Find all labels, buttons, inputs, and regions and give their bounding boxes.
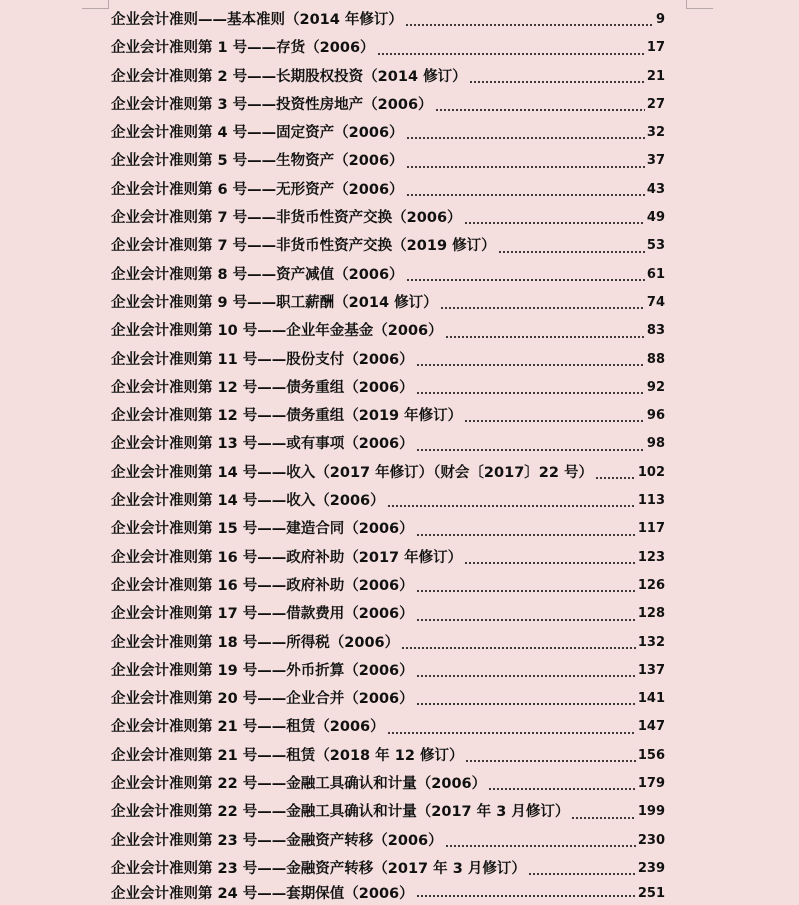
toc-entry-page-number: 147 bbox=[637, 719, 665, 735]
toc-entry[interactable] bbox=[111, 883, 665, 905]
toc-entry[interactable] bbox=[111, 261, 665, 289]
toc-entry[interactable] bbox=[111, 629, 665, 657]
toc-dot-leader bbox=[416, 619, 636, 621]
toc-entry-page-number: 102 bbox=[637, 464, 665, 480]
toc-entry[interactable] bbox=[111, 34, 665, 62]
toc-entry-page-number: 88 bbox=[646, 351, 665, 367]
toc-entry-page-number: 199 bbox=[637, 804, 665, 820]
toc-entry-page-number: 179 bbox=[637, 776, 665, 792]
toc-entry[interactable] bbox=[111, 346, 665, 374]
toc-entry-title: 企业会计准则第 5 号——生物资产（2006） bbox=[111, 153, 404, 170]
toc-dot-leader bbox=[488, 788, 636, 790]
toc-entry[interactable] bbox=[111, 6, 665, 34]
toc-entry-title: 企业会计准则第 21 号——租赁（2018 年 12 修订） bbox=[111, 747, 464, 764]
toc-entry-title: 企业会计准则第 16 号——政府补助（2017 年修订） bbox=[111, 549, 463, 566]
toc-entry-page-number: 141 bbox=[637, 691, 665, 707]
toc-entry-title: 企业会计准则第 2 号——长期股权投资（2014 修订） bbox=[111, 68, 467, 85]
toc-entry-page-number: 61 bbox=[646, 266, 665, 282]
toc-entry-page-number: 117 bbox=[637, 521, 665, 537]
toc-entry[interactable] bbox=[111, 487, 665, 515]
toc-entry[interactable] bbox=[111, 855, 665, 883]
toc-entry-title: 企业会计准则第 6 号——无形资产（2006） bbox=[111, 181, 404, 198]
toc-entry[interactable] bbox=[111, 798, 665, 826]
toc-dot-leader bbox=[416, 449, 645, 451]
toc-entry-title: 企业会计准则第 13 号——或有事项（2006） bbox=[111, 436, 414, 453]
toc-entry[interactable] bbox=[111, 742, 665, 770]
toc-entry-page-number: 43 bbox=[646, 181, 665, 197]
toc-dot-leader bbox=[406, 279, 645, 281]
toc-entry[interactable] bbox=[111, 147, 665, 175]
toc-dot-leader bbox=[416, 703, 636, 705]
toc-dot-leader bbox=[465, 760, 635, 762]
toc-entry-title: 企业会计准则第 24 号——套期保值（2006） bbox=[111, 886, 414, 903]
toc-entry-title: 企业会计准则第 11 号——股份支付（2006） bbox=[111, 351, 414, 368]
toc-entry[interactable] bbox=[111, 402, 665, 430]
toc-entry-page-number: 53 bbox=[646, 238, 665, 254]
toc-entry[interactable] bbox=[111, 827, 665, 855]
toc-entry-page-number: 92 bbox=[646, 379, 665, 395]
toc-dot-leader bbox=[416, 675, 636, 677]
toc-dot-leader bbox=[571, 817, 635, 819]
toc-dot-leader bbox=[595, 477, 636, 479]
toc-entry-page-number: 113 bbox=[637, 493, 665, 509]
toc-dot-leader bbox=[387, 732, 636, 734]
toc-dot-leader bbox=[401, 647, 636, 649]
toc-dot-leader bbox=[464, 222, 645, 224]
toc-entry[interactable] bbox=[111, 232, 665, 260]
toc-entry[interactable] bbox=[111, 657, 665, 685]
toc-entry-page-number: 98 bbox=[646, 436, 665, 452]
toc-entry-page-number: 21 bbox=[646, 68, 665, 84]
toc-dot-leader bbox=[406, 137, 645, 139]
toc-entry[interactable] bbox=[111, 119, 665, 147]
toc-dot-leader bbox=[464, 562, 636, 564]
toc-entry[interactable] bbox=[111, 459, 665, 487]
toc-dot-leader bbox=[416, 392, 645, 394]
toc-entry-page-number: 230 bbox=[637, 832, 665, 848]
toc-entry-page-number: 17 bbox=[646, 40, 665, 56]
toc-entry-page-number: 49 bbox=[646, 210, 665, 226]
toc-entry-title: 企业会计准则第 9 号——职工薪酬（2014 修订） bbox=[111, 294, 438, 311]
toc-entry-title: 企业会计准则第 15 号——建造合同（2006） bbox=[111, 521, 414, 538]
toc-entry-title: 企业会计准则——基本准则（2014 年修订） bbox=[111, 12, 403, 28]
toc-dot-leader bbox=[405, 24, 654, 26]
toc-entry-title: 企业会计准则第 3 号——投资性房地产（2006） bbox=[111, 96, 433, 113]
toc-entry[interactable] bbox=[111, 685, 665, 713]
toc-entry-page-number: 27 bbox=[646, 96, 665, 112]
toc-dot-leader bbox=[445, 336, 645, 338]
toc-entry-title: 企业会计准则第 23 号——金融资产转移（2017 年 3 月修订） bbox=[111, 860, 526, 877]
toc-entry-title: 企业会计准则第 10 号——企业年金基金（2006） bbox=[111, 323, 443, 340]
toc-dot-leader bbox=[528, 873, 636, 875]
toc-entry-title: 企业会计准则第 8 号——资产减值（2006） bbox=[111, 266, 404, 283]
toc-entry[interactable] bbox=[111, 204, 665, 232]
toc-dot-leader bbox=[498, 251, 645, 253]
toc-entry[interactable] bbox=[111, 430, 665, 458]
toc-entry-page-number: 132 bbox=[637, 634, 665, 650]
toc-entry[interactable] bbox=[111, 176, 665, 204]
toc-entry-title: 企业会计准则第 22 号——金融工具确认和计量（2017 年 3 月修订） bbox=[111, 804, 570, 821]
toc-entry-page-number: 9 bbox=[655, 12, 665, 27]
toc-dot-leader bbox=[416, 534, 636, 536]
toc-dot-leader bbox=[416, 364, 645, 366]
toc-entry-title: 企业会计准则第 23 号——金融资产转移（2006） bbox=[111, 832, 443, 849]
toc-entry-title: 企业会计准则第 14 号——收入（2017 年修订）（财会〔2017〕22 号） bbox=[111, 464, 594, 481]
toc-entry[interactable] bbox=[111, 515, 665, 543]
toc-entry-page-number: 32 bbox=[646, 125, 665, 141]
toc-entry-page-number: 251 bbox=[637, 886, 665, 902]
toc-dot-leader bbox=[387, 505, 636, 507]
toc-dot-leader bbox=[445, 845, 636, 847]
toc-dot-leader bbox=[440, 307, 645, 309]
toc-dot-leader bbox=[464, 420, 645, 422]
toc-entry[interactable] bbox=[111, 289, 665, 317]
toc-entry-page-number: 96 bbox=[646, 408, 665, 424]
toc-entry-title: 企业会计准则第 16 号——政府补助（2006） bbox=[111, 577, 414, 594]
toc-entry-page-number: 74 bbox=[646, 294, 665, 310]
toc-dot-leader bbox=[416, 590, 636, 592]
toc-entry-page-number: 83 bbox=[646, 323, 665, 339]
toc-entry-page-number: 128 bbox=[637, 606, 665, 622]
toc-entry-page-number: 156 bbox=[637, 747, 665, 763]
toc-entry-title: 企业会计准则第 14 号——收入（2006） bbox=[111, 493, 385, 510]
toc-entry-title: 企业会计准则第 4 号——固定资产（2006） bbox=[111, 125, 404, 142]
toc-entry-page-number: 123 bbox=[637, 549, 665, 565]
page-corner-mark-right bbox=[686, 0, 713, 9]
toc-dot-leader bbox=[406, 194, 645, 196]
toc-entry-title: 企业会计准则第 12 号——债务重组（2006） bbox=[111, 379, 414, 396]
toc-entry-page-number: 126 bbox=[637, 577, 665, 593]
toc-entry-title: 企业会计准则第 22 号——金融工具确认和计量（2006） bbox=[111, 776, 487, 793]
toc-dot-leader bbox=[469, 81, 645, 83]
toc-entry-title: 企业会计准则第 1 号——存货（2006） bbox=[111, 40, 375, 57]
toc-entry-title: 企业会计准则第 12 号——债务重组（2019 年修订） bbox=[111, 408, 463, 425]
toc-entry-title: 企业会计准则第 21 号——租赁（2006） bbox=[111, 719, 385, 736]
toc-entry-page-number: 37 bbox=[646, 153, 665, 169]
page-corner-mark-left bbox=[82, 0, 109, 9]
toc-entry[interactable] bbox=[111, 770, 665, 798]
table-of-contents bbox=[111, 6, 665, 905]
toc-entry[interactable] bbox=[111, 600, 665, 628]
toc-entry-title: 企业会计准则第 20 号——企业合并（2006） bbox=[111, 691, 414, 708]
toc-entry-title: 企业会计准则第 18 号——所得税（2006） bbox=[111, 634, 400, 651]
toc-dot-leader bbox=[416, 895, 636, 897]
toc-entry-title: 企业会计准则第 17 号——借款费用（2006） bbox=[111, 606, 414, 623]
toc-entry[interactable] bbox=[111, 317, 665, 345]
toc-entry-title: 企业会计准则第 7 号——非货币性资产交换（2006） bbox=[111, 210, 462, 227]
toc-dot-leader bbox=[435, 109, 645, 111]
toc-entry-page-number: 239 bbox=[637, 860, 665, 876]
toc-entry[interactable] bbox=[111, 63, 665, 91]
toc-entry[interactable] bbox=[111, 713, 665, 741]
toc-dot-leader bbox=[377, 53, 645, 55]
toc-entry-title: 企业会计准则第 19 号——外币折算（2006） bbox=[111, 662, 414, 679]
toc-entry[interactable] bbox=[111, 544, 665, 572]
toc-entry-page-number: 137 bbox=[637, 662, 665, 678]
toc-entry-title: 企业会计准则第 7 号——非货币性资产交换（2019 修订） bbox=[111, 238, 496, 255]
toc-entry[interactable] bbox=[111, 91, 665, 119]
toc-entry[interactable] bbox=[111, 572, 665, 600]
toc-entry[interactable] bbox=[111, 374, 665, 402]
toc-dot-leader bbox=[406, 166, 645, 168]
